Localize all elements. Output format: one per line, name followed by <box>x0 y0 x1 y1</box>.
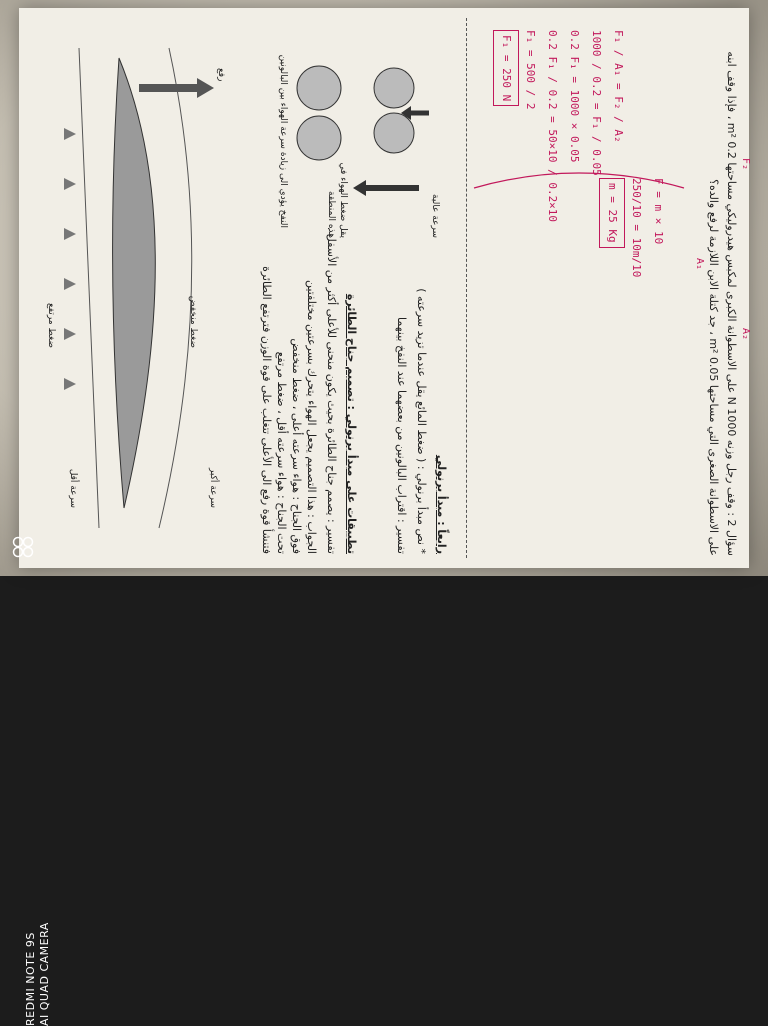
annotation-f2: F₂ <box>740 158 751 171</box>
watermark-line-2: AI QUAD CAMERA <box>38 922 51 1026</box>
bernoulli-law: * نص مبدأ برنولي : ( ضغط المائع يقل عندما تزيد سرعته ) <box>415 288 428 554</box>
calc-step: F = m × 10 <box>652 178 665 245</box>
calc-result-mass: m = 25 Kg <box>599 178 625 248</box>
application-explanation: تفسير : يصمم جناح الطائرة بحيث يكون منحنى للأعلى أكثر من الأسفل . <box>325 226 338 554</box>
application-title: تطبيقات على مبدأ برنولي : تصميم جناح الطائرة <box>345 293 358 554</box>
label-blow: النفخ يؤدي الى زيادة سرعة الهواء بين البالونين <box>278 54 288 228</box>
label-low-pressure: يقل ضغط الهواء في هذه المنطقة <box>326 162 348 238</box>
label-high-speed: سرعة عالية <box>430 194 440 238</box>
wing-label-low-pressure: ضغط منخفض <box>188 295 198 348</box>
calc-step: 0.2 F₁ / 0.2 = 50×10 / 0.2×10 <box>546 30 559 223</box>
worksheet-page <box>19 8 749 568</box>
wing-label-high-pressure: ضغط مرتفع <box>46 302 56 348</box>
answer-line: فتنشأ قوة رفع الى الأعلى تتغلب على قوة الوزن فترتفع الطائرة <box>260 266 273 554</box>
balloons-diagram <box>269 28 449 238</box>
calc-step: 1000 / 0.2 = F₁ / 0.05 <box>590 30 603 176</box>
annotation-a1: A₁ <box>694 258 705 271</box>
bracket-curve <box>469 148 689 208</box>
calc-result-force: F₁ = 250 N <box>493 30 519 106</box>
question-line-1: سؤال 2 : وقف رجل وزنه 1000 N على الاسطوانة الكبرى لمكبس هيدروليكي مساحتها 0.2 m² ، فإذا وقف ابنه <box>725 51 738 556</box>
section-title-bernoulli: رابعاً : مبدأ برنولي <box>435 454 448 554</box>
answer-line: تحت الجناح : هواء سرعته أقل ، ضغط مرتفع <box>275 351 288 554</box>
section-divider <box>466 18 467 558</box>
wing-diagram <box>39 28 229 548</box>
bernoulli-explanation: تفسير : اقتراب البالونين من بعضهما عند النفخ بينهما <box>395 317 408 554</box>
balloons-illustration <box>269 28 449 238</box>
calc-step: 0.2 F₁ = 1000 × 0.05 <box>568 30 581 163</box>
answer-line: فوق الجناح : هواء سرعته أعلى ، ضغط منخفض <box>290 338 303 554</box>
question-line-2: على الاسطوانة الصغرى التي مساحتها 0.05 m² ، جد كتلة الابن اللازمة لرفع والده؟ <box>707 179 720 556</box>
calc-step: F₁ / A₁ = F₂ / A₂ <box>612 30 625 143</box>
answer-line: الجواب : هذا التصميم يجعل الهواء يتحرك بسرعتين مختلفتين <box>305 279 318 554</box>
annotation-a2: A₂ <box>740 328 751 341</box>
watermark-line-1: REDMI NOTE 9S <box>24 932 37 1026</box>
application-answer <box>259 254 319 554</box>
calc-step: 250/10 = 10m/10 <box>630 178 643 278</box>
wing-label-lift: رفع <box>216 68 226 82</box>
calc-step: F₁ = 500 / 2 <box>524 30 537 110</box>
wing-label-high-speed: سرعة أكبر <box>208 467 218 508</box>
wing-label-low-speed: سرعة أقل <box>68 468 78 508</box>
camera-logo-icon <box>12 536 34 558</box>
